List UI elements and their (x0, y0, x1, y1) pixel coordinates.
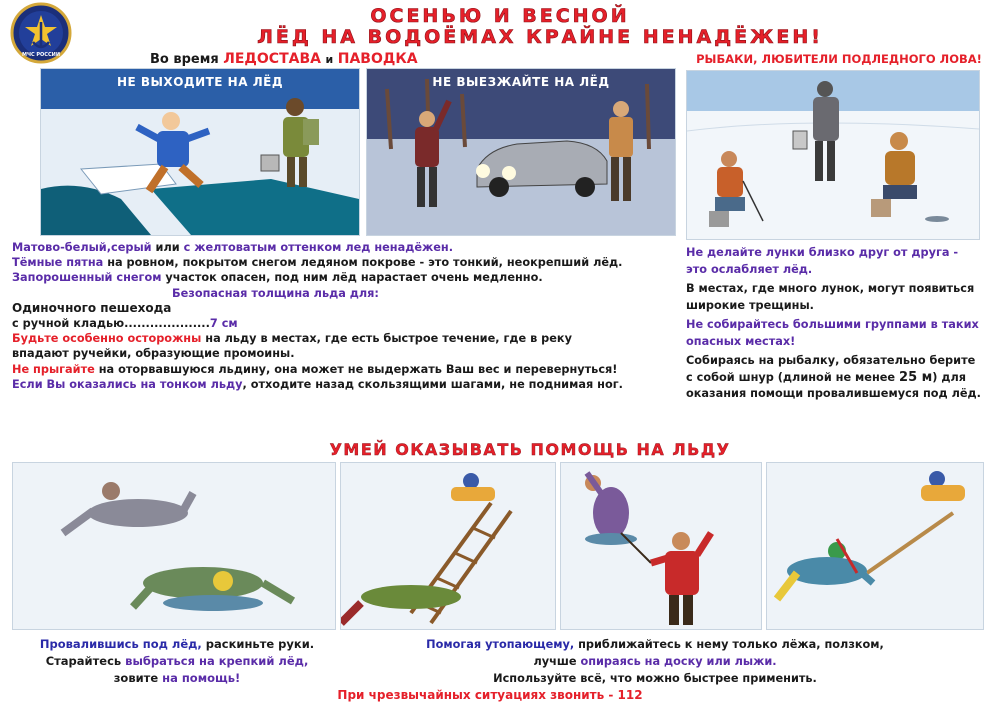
bottom-right-l1-a: Помогая утопающему, (426, 638, 575, 651)
left-p9-a: Если Вы (12, 377, 70, 391)
left-p9-c: , отходите назад скользящими шагами, не поднимая ног. (242, 377, 623, 391)
panel-fishermen (686, 70, 980, 240)
panel-help-1 (12, 462, 336, 630)
left-p2-a: Тёмные пятна (12, 256, 104, 270)
left-p4: Безопасная толщина льда для: (172, 286, 379, 300)
header-line2: ЛЁД НА ВОДОЁМАХ КРАЙНЕ НЕНАДЁЖЕН! (257, 26, 823, 48)
panel-help-3 (560, 462, 762, 630)
bottom-left-l3-a: зовите (113, 671, 163, 685)
left-p1-a: Матово-белый,серый (12, 241, 152, 254)
right-p2: В местах, где много лунок, могут появиться широкие трещины. (686, 282, 975, 312)
bottom-right-l2 (420, 653, 890, 670)
fishermen-title: РЫБАКИ, ЛЮБИТЕЛИ ПОДЛЕДНОГО ЛОВА! (696, 52, 982, 66)
left-p6-b: 7 см (209, 317, 238, 331)
right-p3: Не собирайтесь большими группами в таких опасных местах! (686, 318, 979, 348)
left-p3-a: Запорошенный снегом (12, 271, 162, 285)
left-p7-b: на льду в местах, где есть быстрое течение, где в реку впадают ручейки, образующие промоины. (12, 332, 572, 361)
left-p1-b: или (151, 241, 184, 254)
emergency-text: При чрезвычайных ситуациях звонить (337, 688, 605, 702)
period-highlight1: ЛЕДОСТАВА (223, 51, 321, 67)
header-line1: ОСЕНЬЮ И ВЕСНОЙ (370, 5, 630, 27)
bottom-right-l3: Используйте всё, что можно быстрее применить. (493, 672, 817, 685)
left-p5: Одиночного пешехода (12, 300, 172, 315)
bottom-left-text (12, 636, 342, 687)
bottom-right-l1 (420, 636, 890, 653)
left-p6-a: с ручной кладью.................... (12, 317, 210, 331)
left-p1 (12, 240, 672, 255)
left-p3-b: участок опасен, под ним лёд нарастает очень медленно. (161, 271, 543, 285)
bottom-left-l2-b: выбраться на крепкий лёд, (125, 654, 309, 668)
emergency-number: - 112 (604, 688, 643, 702)
right-p4 (686, 353, 982, 403)
left-p9-b: оказались на тонком льду (69, 377, 243, 391)
panel-do-not-drive (366, 68, 676, 236)
bottom-left-l2-a: Старайтесь (45, 654, 126, 668)
left-p7 (12, 331, 632, 361)
left-p2 (12, 255, 652, 270)
bottom-right-l2-b: опираясь на доску или лыжи. (580, 655, 777, 668)
period-conj: и (325, 53, 334, 66)
panel-help-2 (340, 462, 556, 630)
left-p8 (12, 362, 632, 377)
period-prefix: Во время (150, 52, 219, 67)
panel-help-4 (766, 462, 984, 630)
panel-do-not-walk (40, 68, 360, 236)
period-highlight2: ПАВОДКА (337, 51, 418, 67)
emergency-line (290, 688, 690, 702)
panel1-caption: НЕ ВЫХОДИТЕ НА ЛЁД (116, 75, 284, 89)
right-p1: Не делайте лунки близко друг от друга - это ослабляет лёд. (686, 246, 959, 276)
emblem-label: МЧС РОССИИ (21, 52, 61, 58)
right-p4-a: Собираясь на рыбалку, обязательно берите с собой шнур (длиной не менее (686, 354, 976, 384)
bottom-left-l3 (12, 670, 342, 687)
bottom-right-l2-a: лучше (533, 655, 581, 668)
left-p6 (12, 316, 672, 331)
right-p4-b: 25 м (899, 369, 933, 385)
panel2-caption: НЕ ВЫЕЗЖАЙТЕ НА ЛЁД (432, 75, 610, 89)
bottom-left-l1-b: раскиньте руки. (201, 637, 315, 651)
right-text-block (686, 245, 982, 403)
bottom-left-l2 (12, 653, 342, 670)
left-p1-c: с желтоватым оттенком лед ненадёжен. (183, 241, 454, 254)
left-text-block (12, 240, 672, 392)
right-p4-c: ) для оказания помощи провалившемуся под лёд. (686, 370, 981, 400)
bottom-right-l1-b: приближайтесь к нему только лёжа, ползком, (574, 638, 884, 651)
left-p3 (12, 270, 672, 285)
bottom-left-l1-a: Провалившись под лёд, (39, 637, 202, 651)
help-title: УМЕЙ ОКАЗЫВАТЬ ПОМОЩЬ НА ЛЬДУ (329, 440, 731, 459)
period-line (150, 51, 418, 67)
bottom-right-text (420, 636, 890, 687)
left-p8-a: Не прыгайте (12, 362, 95, 376)
left-p9 (12, 377, 652, 392)
left-p8-b: на оторвавшуюся льдину, она может не выдержать Ваш вес и перевернуться! (94, 362, 618, 376)
left-p7-a: Будьте особенно осторожны (12, 332, 202, 346)
left-p2-b: на ровном, покрытом снегом ледяном покрове - это тонкий, неокрепший лёд. (103, 256, 623, 270)
bottom-left-l3-b: на помощь! (162, 671, 241, 685)
bottom-left-l1 (12, 636, 342, 653)
